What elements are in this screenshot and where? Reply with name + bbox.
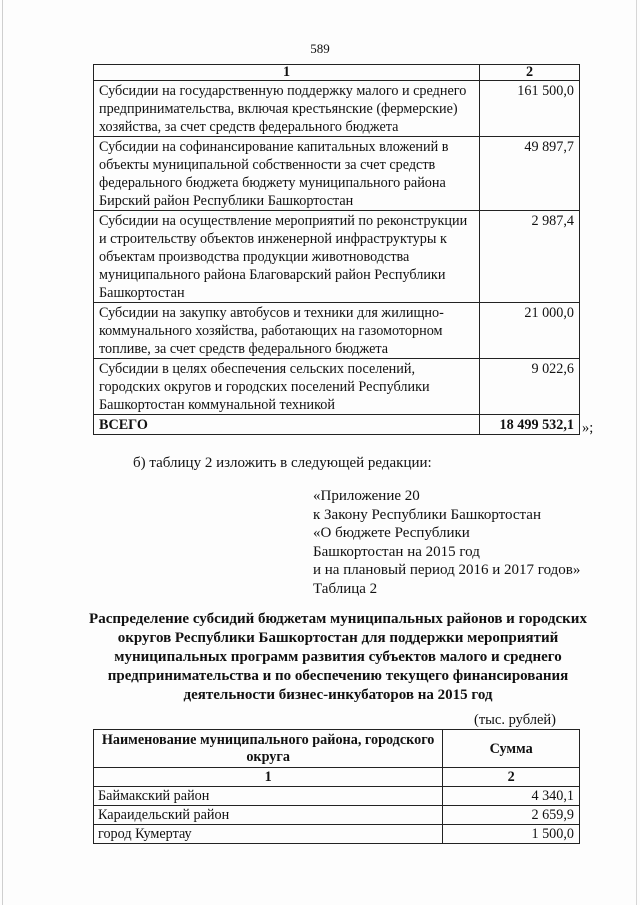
column-header-sum: Сумма [443, 730, 580, 768]
scan-edge-right [636, 0, 637, 905]
amendment-paragraph: б) таблицу 2 изложить в следующей редакции: [133, 455, 432, 471]
table-row [94, 303, 580, 359]
column-number-2: 2 [480, 65, 580, 81]
table-row [94, 81, 580, 137]
table-row [94, 787, 580, 806]
district-name: город Кумертау [94, 825, 443, 844]
total-row [94, 415, 580, 435]
row-name: Субсидии на софинансирование капитальных вложений в объекты муниципальной собственности за счет средств федерального бюджета бюджету муниципального района Бирский район Республики Башкортостан [94, 137, 480, 211]
closing-quote-mark: »; [582, 420, 594, 436]
district-name: Баймакский район [94, 787, 443, 806]
row-name: Субсидии на осуществление мероприятий по реконструкции и строительству объектов инженерной инфраструктуры к объектам производства продукции животноводства муниципального района Благоварский район Республики Башкортостан [94, 211, 480, 303]
appendix-line: «Приложение 20 [313, 488, 420, 504]
row-value: 2 987,4 [480, 211, 580, 303]
table-row [94, 806, 580, 825]
row-name: Субсидии на государственную поддержку малого и среднего предпринимательства, включая крестьянские (фермерские) хозяйства, за счет средств федерального бюджета [94, 81, 480, 137]
section-heading: Распределение субсидий бюджетам муниципальных районов и городских округов Республики Башкортостан для поддержки мероприятий муниципальных программ развития субъектов малого и среднего предпринимательства и по обеспечению текущего финансирования деятельности бизнес-инкубаторов на 2015 год [89, 611, 587, 703]
district-sum: 4 340,1 [443, 787, 580, 806]
units-note: (тыс. рублей) [474, 712, 556, 728]
table-header-row [94, 730, 580, 768]
subsidies-table [93, 64, 580, 435]
column-number-1: 1 [94, 65, 480, 81]
page-number: 589 [310, 41, 330, 56]
district-sum: 1 500,0 [443, 825, 580, 844]
appendix-line: Башкортостан на 2015 год [313, 543, 480, 560]
table-row [94, 137, 580, 211]
total-label: ВСЕГО [94, 415, 480, 435]
row-value: 21 000,0 [480, 303, 580, 359]
scan-edge-left [2, 0, 3, 905]
row-name: Субсидии на закупку автобусов и техники для жилищно-коммунального хозяйства, работающих на газомоторном топливе, за счет средств федерального бюджета [94, 303, 480, 359]
district-name: Караидельский район [94, 806, 443, 825]
districts-table [93, 729, 580, 844]
column-number-2: 2 [443, 768, 580, 787]
district-sum: 2 659,9 [443, 806, 580, 825]
appendix-line: «О бюджете Республики [313, 525, 470, 541]
appendix-line: к Закону Республики Башкортостан [313, 506, 541, 523]
appendix-reference [313, 487, 580, 598]
total-value: 18 499 532,1 [480, 415, 580, 435]
table-header-row [94, 65, 580, 81]
column-header-name: Наименование муниципального района, городского округа [94, 730, 443, 768]
row-value: 49 897,7 [480, 137, 580, 211]
appendix-table-label: Таблица 2 [313, 580, 378, 597]
column-number-1: 1 [94, 768, 443, 787]
appendix-line: и на плановый период 2016 и 2017 годов» [313, 562, 581, 578]
table-row [94, 825, 580, 844]
row-value: 9 022,6 [480, 359, 580, 415]
row-name: Субсидии в целях обеспечения сельских поселений, городских округов и городских поселений Республики Башкортостан коммунальной техникой [94, 359, 480, 415]
row-value: 161 500,0 [480, 81, 580, 137]
column-number-row [94, 768, 580, 787]
table-row [94, 211, 580, 303]
table-row [94, 359, 580, 415]
